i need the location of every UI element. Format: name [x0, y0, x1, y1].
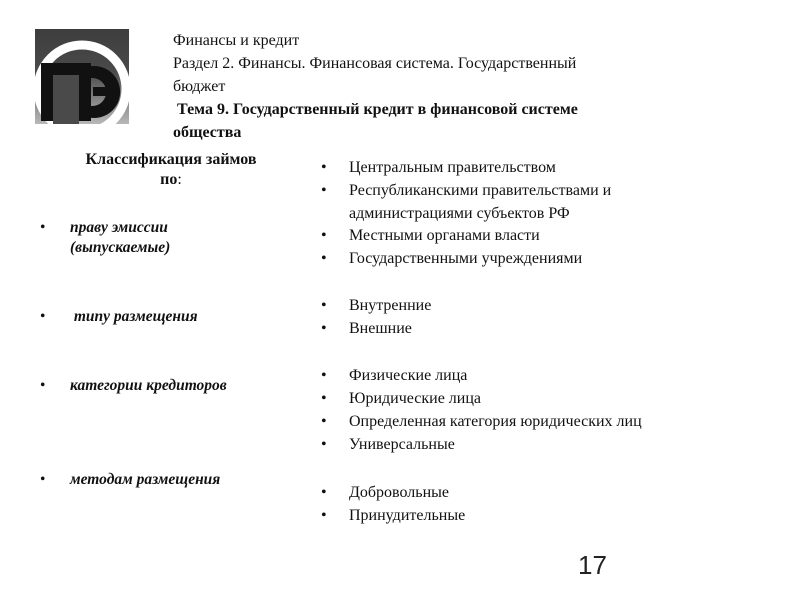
option-label: Местными органами власти: [349, 227, 540, 244]
classification-title-line1: Классификация займов: [85, 151, 257, 168]
bullet: •: [321, 390, 327, 407]
option-label: Юридические лица: [349, 390, 482, 407]
criterion-item: [40, 307, 280, 327]
bullet: •: [321, 367, 327, 384]
bullet: •: [40, 471, 46, 488]
option-label: Принудительные: [349, 507, 466, 524]
option-item: [321, 247, 741, 270]
classification-title-line2: по: [160, 171, 178, 188]
criterion-item: [40, 376, 280, 396]
option-label: Центральным правительством: [349, 159, 556, 176]
option-label: Внешние: [349, 320, 412, 337]
bullet: •: [321, 436, 327, 453]
section-title-cont: бюджет: [173, 78, 226, 95]
criterion-label: методам размещения: [70, 471, 221, 488]
bullet: •: [40, 308, 46, 325]
bullet: •: [40, 377, 46, 394]
bullet: •: [321, 250, 327, 267]
option-label: Добровольные: [349, 484, 449, 501]
option-label: Физические лица: [349, 367, 468, 384]
criterion-label-line1: праву эмиссии: [70, 219, 168, 236]
bullet: •: [321, 159, 327, 176]
topic-title: Тема 9. Государственный кредит в финансовой системе: [177, 101, 578, 118]
bullet: •: [321, 320, 327, 337]
option-label: Внутренние: [349, 297, 432, 314]
criterion-label: категории кредиторов: [70, 377, 227, 394]
option-item: [321, 224, 741, 247]
bullet: •: [321, 297, 327, 314]
option-item: [321, 156, 741, 179]
criterion-label-line2: (выпускаемые): [70, 239, 171, 256]
option-label: Универсальные: [349, 436, 455, 453]
classification-title-colon: :: [177, 171, 182, 188]
logo: [35, 29, 129, 124]
classification-title: [56, 150, 286, 190]
bullet: •: [321, 507, 327, 524]
criterion-label: типу размещения: [70, 308, 198, 325]
criterion-label: [70, 218, 280, 258]
option-item: [321, 433, 741, 456]
bullet: •: [321, 484, 327, 501]
option-item: [321, 317, 741, 340]
option-item: [321, 481, 741, 504]
criterion-item: [40, 470, 280, 490]
option-label: Определенная категория юридических лиц: [349, 413, 642, 430]
slide-header: [173, 29, 693, 144]
criterion-item: [40, 218, 280, 258]
option-item: [321, 179, 741, 225]
topic-title-cont: общества: [173, 124, 242, 141]
course-title: Финансы и кредит: [173, 32, 300, 49]
page-number: 17: [578, 550, 607, 580]
option-item: [321, 504, 741, 527]
pe-logo-icon: [35, 29, 129, 124]
bullet: •: [321, 182, 327, 199]
option-item: [321, 387, 741, 410]
bullet: •: [321, 413, 327, 430]
bullet: •: [321, 227, 327, 244]
section-title: Раздел 2. Финансы. Финансовая система. Государственный: [173, 55, 577, 72]
option-item: [321, 364, 741, 387]
option-label: Республиканскими правительствами и администрациями субъектов РФ: [349, 182, 612, 222]
option-item: [321, 294, 741, 317]
option-item: [321, 410, 741, 433]
option-label: Государственными учреждениями: [349, 250, 583, 267]
bullet: •: [40, 219, 46, 236]
